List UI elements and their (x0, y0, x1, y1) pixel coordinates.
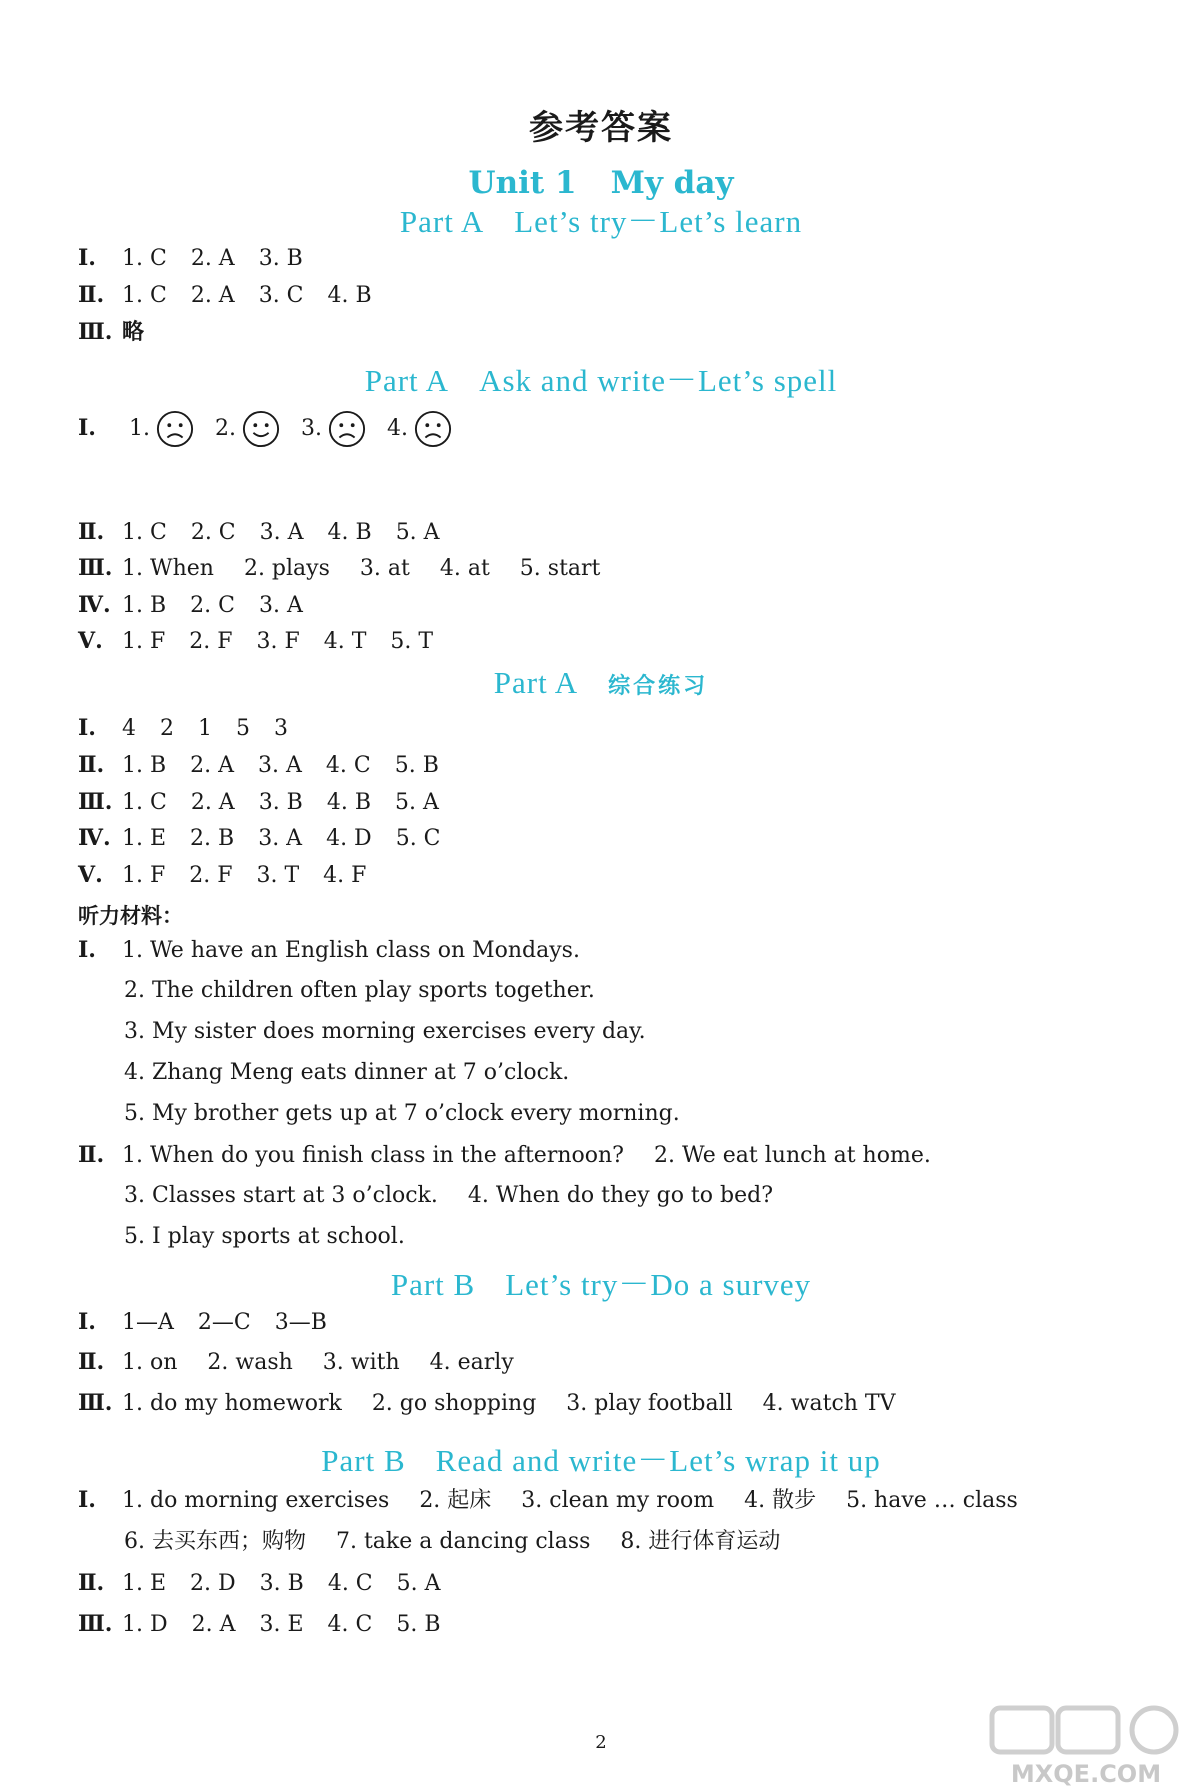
answer-row: Ⅱ. 1. C 2. C 3. A 4. B 5. A (78, 519, 440, 545)
answer-row: Ⅳ. 1. E 2. B 3. A 4. D 5. C (78, 825, 441, 851)
sad-face-icon (328, 410, 366, 448)
listening-line: Ⅰ. 1. We have an English class on Mondays. (78, 937, 580, 963)
sad-face-icon (414, 410, 452, 448)
page-number: 2 (595, 1732, 607, 1753)
listening-line: 2. The children often play sports together. (124, 978, 595, 1003)
page-title: 参考答案 (529, 108, 673, 148)
section-heading-1: Part A Let’s try－Let’s learn (399, 204, 803, 239)
listening-line: 3. My sister does morning exercises every day. (124, 1019, 646, 1044)
answer-row: Ⅰ. 1. C 2. A 3. B (78, 245, 303, 271)
answer-row: Ⅰ. 1—A 2—C 3—B (78, 1309, 327, 1335)
section-heading-3: Part A 综合练习 (493, 665, 709, 700)
unit-number: Unit 1 (468, 165, 577, 201)
answer-row: Ⅲ. 1. C 2. A 3. B 4. B 5. A (78, 789, 439, 815)
answer-row: Ⅱ. 1. B 2. A 3. A 4. C 5. B (78, 752, 439, 778)
answer-row: Ⅱ. 1. on 2. wash 3. with 4. early (78, 1349, 514, 1375)
answer-row: Ⅲ. 略 (78, 319, 145, 345)
listening-line: 4. Zhang Meng eats dinner at 7 o’clock. (124, 1060, 570, 1085)
answer-row: Ⅳ. 1. B 2. C 3. A (78, 592, 303, 618)
answer-row: 6. 去买东西；购物 7. take a dancing class 8. 进行体育运动 (124, 1529, 781, 1554)
section-heading-2: Part A Ask and write－Let’s spell (364, 363, 838, 398)
section-heading-5: Part B Read and write－Let’s wrap it up (321, 1443, 881, 1478)
listening-line: 5. My brother gets up at 7 o’clock every morning. (124, 1101, 680, 1126)
answer-row: Ⅴ. 1. F 2. F 3. F 4. T 5. T (78, 628, 434, 654)
answer-row: Ⅱ. 1. C 2. A 3. C 4. B (78, 282, 372, 308)
watermark-logo (986, 1702, 1186, 1788)
answer-row: Ⅲ. 1. When 2. plays 3. at 4. at 5. start (78, 555, 601, 581)
listening-line: 3. Classes start at 3 o’clock. 4. When do they go to bed? (124, 1183, 773, 1208)
listening-label: 听力材料： (78, 904, 183, 928)
answer-row: Ⅲ. 1. do my homework 2. go shopping 3. play football 4. watch TV (78, 1390, 896, 1416)
section-heading-4: Part B Let’s try－Do a survey (390, 1267, 812, 1302)
svg-text:MXQE.COM: MXQE.COM (1010, 1760, 1162, 1788)
answer-row-faces: Ⅰ. 1. 2. 3. 4. (78, 410, 466, 448)
answer-row: Ⅰ. 1. do morning exercises 2. 起床 3. clean my room 4. 散步 5. have … class (78, 1487, 1018, 1513)
answer-row: Ⅲ. 1. D 2. A 3. E 4. C 5. B (78, 1611, 441, 1637)
listening-line: 5. I play sports at school. (124, 1224, 405, 1249)
happy-face-icon (242, 410, 280, 448)
answer-row: Ⅱ. 1. E 2. D 3. B 4. C 5. A (78, 1570, 441, 1596)
listening-line: Ⅱ. 1. When do you finish class in the afternoon? 2. We eat lunch at home. (78, 1142, 931, 1168)
answer-row: Ⅰ. 4 2 1 5 3 (78, 715, 288, 741)
answer-row: Ⅴ. 1. F 2. F 3. T 4. F (78, 862, 367, 888)
sad-face-icon (156, 410, 194, 448)
unit-name: My day (610, 165, 734, 201)
